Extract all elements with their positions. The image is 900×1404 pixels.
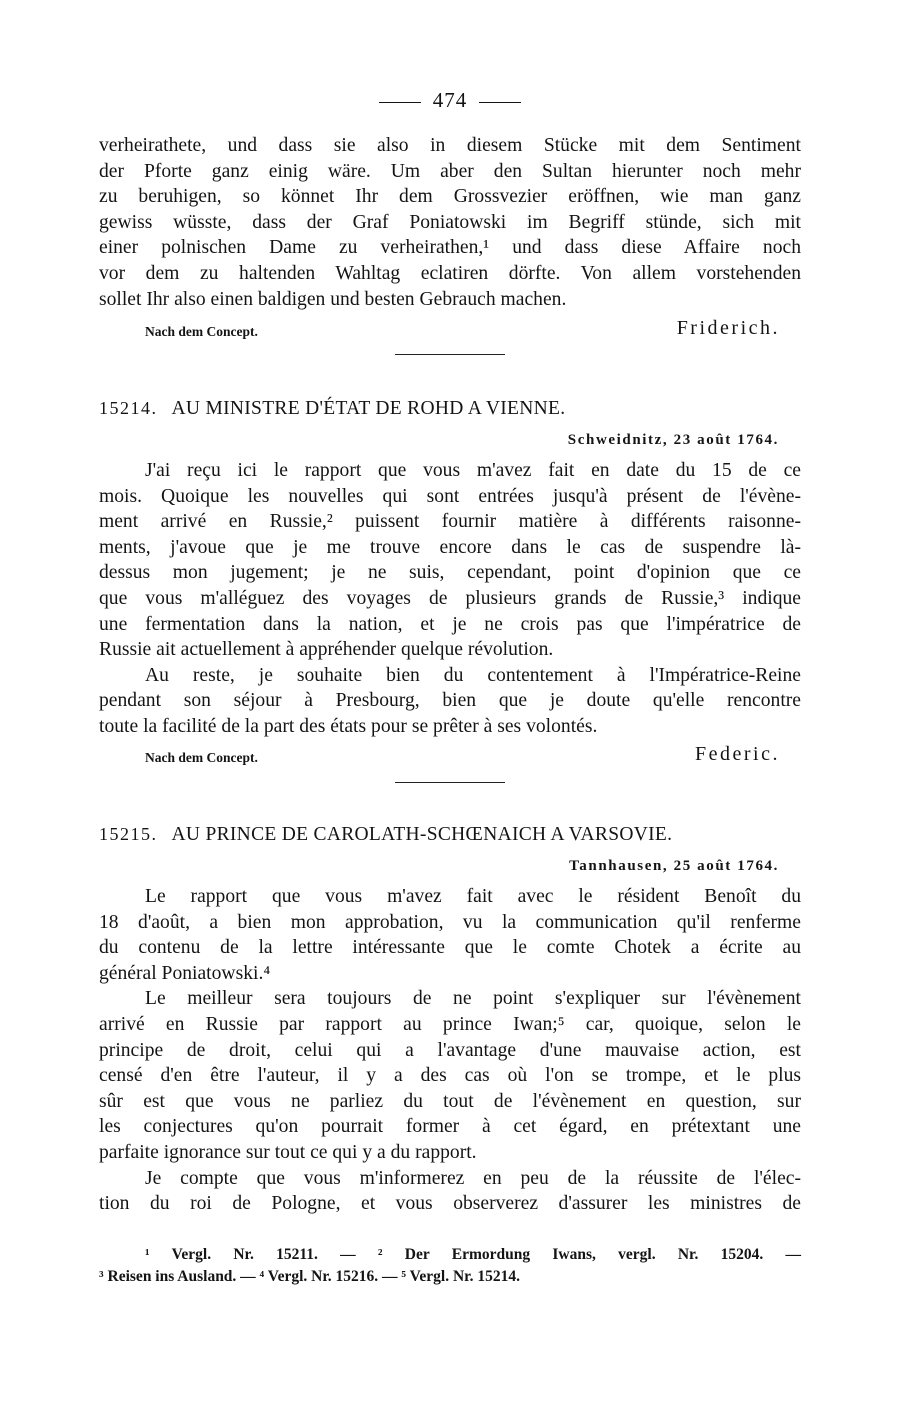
text-line: parfaite ignorance sur tout ce qui y a du rapport. <box>99 1141 477 1163</box>
text-line: pendant son séjour à Presbourg, bien que je doute qu'elle rencontre <box>99 690 801 712</box>
text-line: censé d'en être l'auteur, il y a des cas où l'on se trompe, et le plus <box>99 1065 801 1087</box>
text-line: les conjectures qu'on pourrait former à cet égard, en prétextant une <box>99 1116 801 1138</box>
text-line: Le rapport que vous m'avez fait avec le résident Benoît du <box>145 886 801 907</box>
text-line: principe de droit, celui qui a l'avantage d'une mauvaise action, est <box>99 1039 801 1061</box>
footnote-line: ¹ Vergl. Nr. 15211. — ² Der Ermordung Iwans, vergl. Nr. 15204. — <box>145 1246 801 1263</box>
text-line: einer polnischen Dame zu verheirathen,¹ und dass diese Affaire noch <box>99 237 801 259</box>
text-line: zu beruhigen, so könnet Ihr dem Grossvezier eröffnen, wie man ganz <box>99 186 801 208</box>
letter-number: 15214. <box>99 398 158 418</box>
right-dash <box>479 102 521 103</box>
section-divider <box>395 354 505 355</box>
text-line: toute la facilité de la part des états pour se prêter à ses volontés. <box>99 715 598 737</box>
source-note: Nach dem Concept. <box>145 750 258 765</box>
text-line: vor dem zu haltenden Wahltag eclatiren dörfte. Von allem vorstehenden <box>99 262 801 284</box>
text-line: que vous m'alléguez des voyages de plusieurs grands de Russie,³ indique <box>99 587 801 609</box>
left-dash <box>379 102 421 103</box>
footnotes <box>99 1244 801 1288</box>
text-line: arrivé en Russie par rapport au prince Iwan;⁵ car, quoique, selon le <box>99 1013 801 1035</box>
signature: Federic. <box>695 743 780 765</box>
text-line: dessus mon jugement; je ne suis, cependant, point d'opinion que ce <box>99 562 801 584</box>
letter-title: AU PRINCE DE CAROLATH-SCHŒNAICH A VARSOVIE. <box>171 824 673 845</box>
text-line: Le meilleur sera toujours de ne point s'expliquer sur l'évènement <box>145 988 801 1010</box>
page-number-text: 474 <box>432 88 468 112</box>
section-divider <box>395 782 505 783</box>
text-line: mois. Quoique les nouvelles qui sont entrées jusqu'à présent de l'évène- <box>99 485 801 507</box>
letter-15215-body <box>99 884 801 1217</box>
text-line: une fermentation dans la nation, et je ne crois pas que l'impératrice de <box>99 613 801 635</box>
text-line: J'ai reçu ici le rapport que vous m'avez fait en date du 15 de ce <box>145 460 801 481</box>
signature: Friderich. <box>676 317 780 339</box>
text-line: gewiss wüsste, dass der Graf Poniatowski im Begriff stünde, sich mit <box>99 211 801 233</box>
letter-15214-closing <box>145 740 780 766</box>
dateline: Tannhausen, 25 août 1764. <box>569 858 779 874</box>
continuation-text <box>99 133 801 312</box>
dateline: Schweidnitz, 23 août 1764. <box>567 432 779 448</box>
text-line: sûr est que vous ne parliez du tout de l'évènement en question, sur <box>99 1090 801 1112</box>
source-note: Nach dem Concept. <box>145 324 258 339</box>
text-line: Russie ait actuellement à appréhender quelque révolution. <box>99 639 554 661</box>
letter-15214-body <box>99 458 801 740</box>
letter-number: 15215. <box>99 824 158 844</box>
footnote-line: ³ Reisen ins Ausland. — ⁴ Vergl. Nr. 15216. — ⁵ Vergl. Nr. 15214. <box>99 1268 521 1285</box>
continuation-closing <box>145 314 780 340</box>
page-number <box>0 88 900 113</box>
text-line: ments, j'avoue que je me trouve encore dans le cas de suspendre là- <box>99 536 801 558</box>
letter-title: AU MINISTRE D'ÉTAT DE ROHD A VIENNE. <box>171 398 566 419</box>
letter-heading-15215 <box>99 824 801 846</box>
letter-heading-15214 <box>99 398 801 420</box>
text-line: tion du roi de Pologne, et vous observerez d'assurer les ministres de <box>99 1193 801 1215</box>
text-line: du contenu de la lettre intéressante que le comte Chotek a écrite au <box>99 937 801 959</box>
text-line: 18 d'août, a bien mon approbation, vu la communication qu'il renferme <box>99 911 801 933</box>
text-line: verheirathete, und dass sie also in diesem Stücke mit dem Sentiment <box>99 135 801 156</box>
text-line: Je compte que vous m'informerez en peu de la réussite de l'élec- <box>145 1167 801 1189</box>
text-line: Au reste, je souhaite bien du contentement à l'Impératrice-Reine <box>145 664 801 686</box>
text-line: der Pforte ganz einig wäre. Um aber den Sultan hierunter noch mehr <box>99 160 801 182</box>
text-line: ment arrivé en Russie,² puissent fournir matière à différents raisonne- <box>99 511 801 533</box>
text-line: sollet Ihr also einen baldigen und besten Gebrauch machen. <box>99 288 567 310</box>
text-line: général Poniatowski.⁴ <box>99 962 271 984</box>
